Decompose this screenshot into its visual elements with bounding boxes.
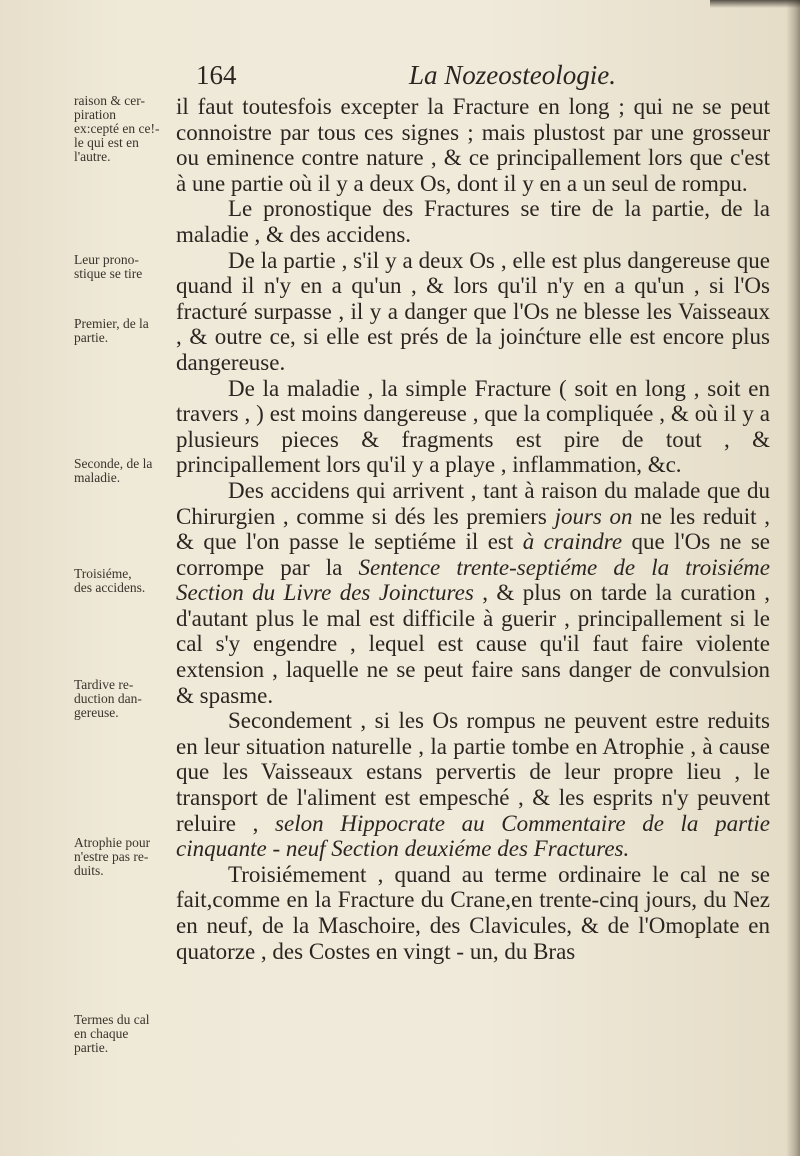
margin-note-part: Premier, de la partie. bbox=[74, 316, 149, 345]
page-gutter-shadow bbox=[786, 0, 800, 1156]
paragraph-atrophy bbox=[176, 708, 770, 862]
paragraph-exception: il faut toutesfois excepter la Fracture en long ; qui ne se peut connoistre par tous ces signes ; mais plustost par une grosseur ou eminence contre nature , & ce principallement lors que c'est à une partie où il y a deux Os, dont il y en a un seul de rompu. bbox=[176, 94, 770, 196]
accidents-text-4: , & plus on tarde la curation , d'autant plus le mal est difficile à guerir , principallement si le cal s'y engendre , lequel est cause qu'il faut faire violente extension , laquelle ne se peut faire sans danger de convulsion & spasme. bbox=[176, 580, 771, 708]
accidents-text-2: ne les reduit , & que l'on passe le septiéme il est bbox=[176, 503, 770, 555]
page-header bbox=[196, 60, 776, 94]
accidents-italic-1: jours on bbox=[554, 503, 633, 529]
paragraph-disease: De la maladie , la simple Fracture ( soit en long , soit en travers , ) est moins dangereuse , que la compliquée , & où il y a plusieurs pieces & fragments est pire de tout , & principallement lors qu'il y a playe , inflammation, &c. bbox=[176, 375, 770, 478]
margin-note-exception: raison & cer- piration ex:cepté en ce!- le qui est en l'autre. bbox=[74, 93, 160, 164]
margin-note-disease: Seconde, de la maladie. bbox=[74, 456, 153, 485]
citation-hippocrate: selon Hippocrate au Commentaire de la partie cinquante - neuf Section deuxiéme des Fractures. bbox=[176, 810, 771, 862]
main-text bbox=[176, 94, 770, 964]
paragraph-part: De la partie , s'il y a deux Os , elle est plus dangereuse que quand il n'y en a qu'un , & lors qu'il n'y en a qu'un , si l'Os fracturé surpasse , il y a danger que l'Os ne blesse les Vaisseaux , & outre ce, si elle est prés de la joinćture elle est encore plus dangereuse. bbox=[176, 247, 770, 375]
accidents-italic-2: à craindre bbox=[522, 529, 623, 555]
citation-joinctures: Sentence trente-septiéme de la troisiéme Section du Livre des Joinctures bbox=[176, 554, 770, 606]
paragraph-prognostic: Le pronostique des Fractures se tire de la partie, de la maladie , & des accidens. bbox=[176, 196, 770, 247]
accidents-text-1: Des accidens qui arrivent , tant à raison du malade que du Chirurgien , comme si dés les premiers bbox=[176, 477, 770, 529]
page-number: 164 bbox=[196, 60, 237, 90]
paragraph-accidents bbox=[176, 478, 770, 708]
margin-note-callus-terms: Termes du cal en chaque partie. bbox=[74, 1012, 150, 1055]
margin-note-prognostic: Leur prono- stique se tire bbox=[74, 252, 143, 281]
margin-note-late-reduction: Tardive re- duction dan- gereuse. bbox=[74, 677, 142, 720]
margin-note-accidents: Troisiéme, des accidens. bbox=[74, 566, 146, 595]
atrophy-text: Secondement , si les Os rompus ne peuvent estre reduits en leur situation naturelle , la partie tombe en Atrophie , à cause que les Vaisseaux estans pervertis de leur propre lieu , le transport de l'aliment est empesché , & les esprits n'y peuvent reluire , bbox=[176, 708, 770, 836]
running-title: La Nozeosteologie. bbox=[409, 60, 616, 90]
accidents-text-3: que l'Os ne se corrompe par la bbox=[176, 529, 770, 580]
margin-note-atrophy: Atrophie pour n'estre pas re- duits. bbox=[74, 835, 151, 878]
paragraph-callus-terms: Troisiémement , quand au terme ordinaire le cal ne se fait,comme en la Fracture du Crane,en trente-cinq jours, du Nez en neuf, de la Maschoire, des Clavicules, & de l'Omoplate en quatorze , des Costes en vingt - un, du Bras bbox=[176, 861, 770, 964]
